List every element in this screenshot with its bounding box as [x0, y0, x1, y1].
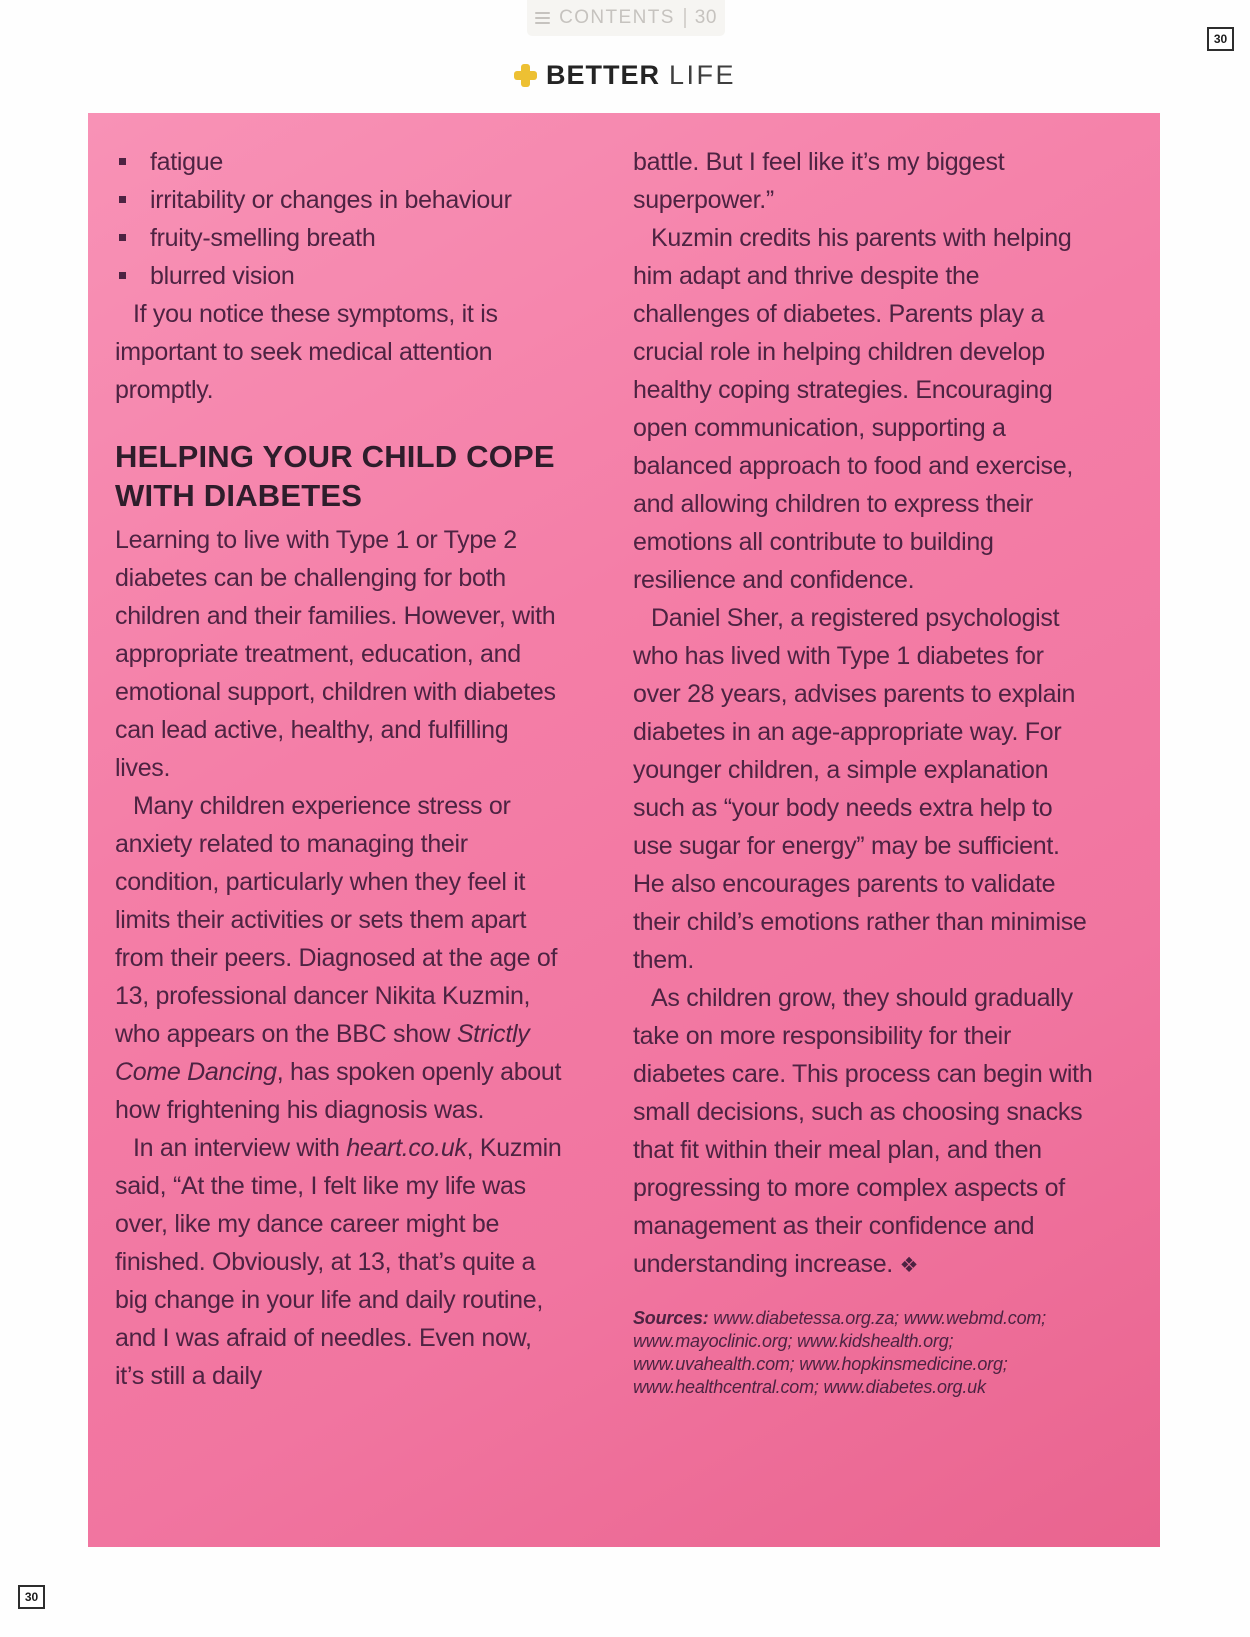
brand-title-light: LIFE: [668, 60, 737, 90]
page-number-badge-bottom-left: 30: [18, 1585, 45, 1609]
text-run: Strictly Come Dancing: [115, 1020, 530, 1086]
menu-icon: [535, 12, 550, 24]
body-paragraph: [115, 295, 567, 409]
contents-page-number: 30: [694, 7, 717, 28]
body-paragraph: [115, 787, 567, 1129]
sources-label: Sources:: [633, 1308, 709, 1328]
body-paragraph: [633, 219, 1093, 599]
text-run: Many children experience stress or anxiety related to managing their condition, particularly when they feel it limits their activities or sets them apart from their peers. Diagnosed at the age of 13, professional dancer Nikita Kuzmin, who appears on the BBC show: [115, 792, 558, 1048]
text-run: , Kuzmin said, “At the time, I felt like my life was over, like my dance career might be finished. Obviously, at 13, that’s quite a big change in your life and daily routine, and I was afraid of needles. Even now, it’s still a daily: [115, 1134, 562, 1390]
sources-list: www.diabetessa.org.za; www.webmd.com; www.mayoclinic.org; www.kidshealth.org; www.uvahealth.com; www.hopkinsmedicine.org; www.healthcentral.com; www.diabetes.org.uk: [633, 1308, 1046, 1397]
text-run: As children grow, they should gradually take on more responsibility for their diabetes care. This process can begin with small decisions, such as choosing snacks that fit within their meal plan, and then progressing to more complex aspects of management as their confidence and understanding increase.: [633, 984, 1093, 1278]
nav-divider: [684, 8, 686, 28]
body-paragraph: [115, 521, 567, 787]
page-number-badge-top-right: 30: [1207, 27, 1234, 51]
article-panel: [88, 113, 1160, 1547]
text-run: Daniel Sher, a registered psychologist who has lived with Type 1 diabetes for over 28 years, advises parents to explain diabetes in an age-appropriate way. For younger children, a simple explanation such as “your body needs extra help to use sugar for energy” may be sufficient. He also encourages parents to validate their child’s emotions rather than minimise them.: [633, 604, 1087, 974]
bullet-item: blurred vision: [115, 257, 567, 295]
body-paragraph: [633, 599, 1093, 979]
contents-label: CONTENTS: [559, 7, 675, 28]
body-paragraph: [633, 143, 1093, 219]
article-column-left: [115, 143, 567, 1547]
symptom-bullet-list: [115, 143, 567, 295]
contents-nav-button[interactable]: [527, 0, 725, 36]
text-run: In an interview with: [133, 1134, 347, 1162]
bullet-item: irritability or changes in behaviour: [115, 181, 567, 219]
end-of-article-icon: ❖: [899, 1254, 919, 1277]
article-column-right: [633, 143, 1093, 1547]
text-run: , has spoken openly about how frightening his diagnosis was.: [115, 1058, 562, 1124]
text-run: heart.co.uk: [346, 1134, 467, 1162]
brand-title-bold: BETTER: [545, 60, 660, 90]
sources-note: [633, 1307, 1093, 1399]
text-run: battle. But I feel like it’s my biggest superpower.”: [633, 148, 1005, 214]
plus-cross-icon: [514, 64, 537, 87]
body-paragraph: [115, 1129, 567, 1395]
text-run: Learning to live with Type 1 or Type 2 diabetes can be challenging for both children and their families. However, with appropriate treatment, education, and emotional support, children with diabetes can lead active, healthy, and fulfilling lives.: [115, 526, 556, 782]
section-brand: [0, 60, 1250, 91]
bullet-item: fruity-smelling breath: [115, 219, 567, 257]
body-paragraph: [633, 979, 1093, 1285]
section-heading: HELPING YOUR CHILD COPE WITH DIABETES: [115, 439, 555, 513]
bullet-item: fatigue: [115, 143, 567, 181]
text-run: Kuzmin credits his parents with helping him adapt and thrive despite the challenges of diabetes. Parents play a crucial role in helping children develop healthy coping strategies. Encouraging open communication, supporting a balanced approach to food and exercise, and allowing children to express their emotions all contribute to building resilience and confidence.: [633, 224, 1074, 594]
text-run: If you notice these symptoms, it is important to seek medical attention promptly.: [115, 300, 498, 404]
